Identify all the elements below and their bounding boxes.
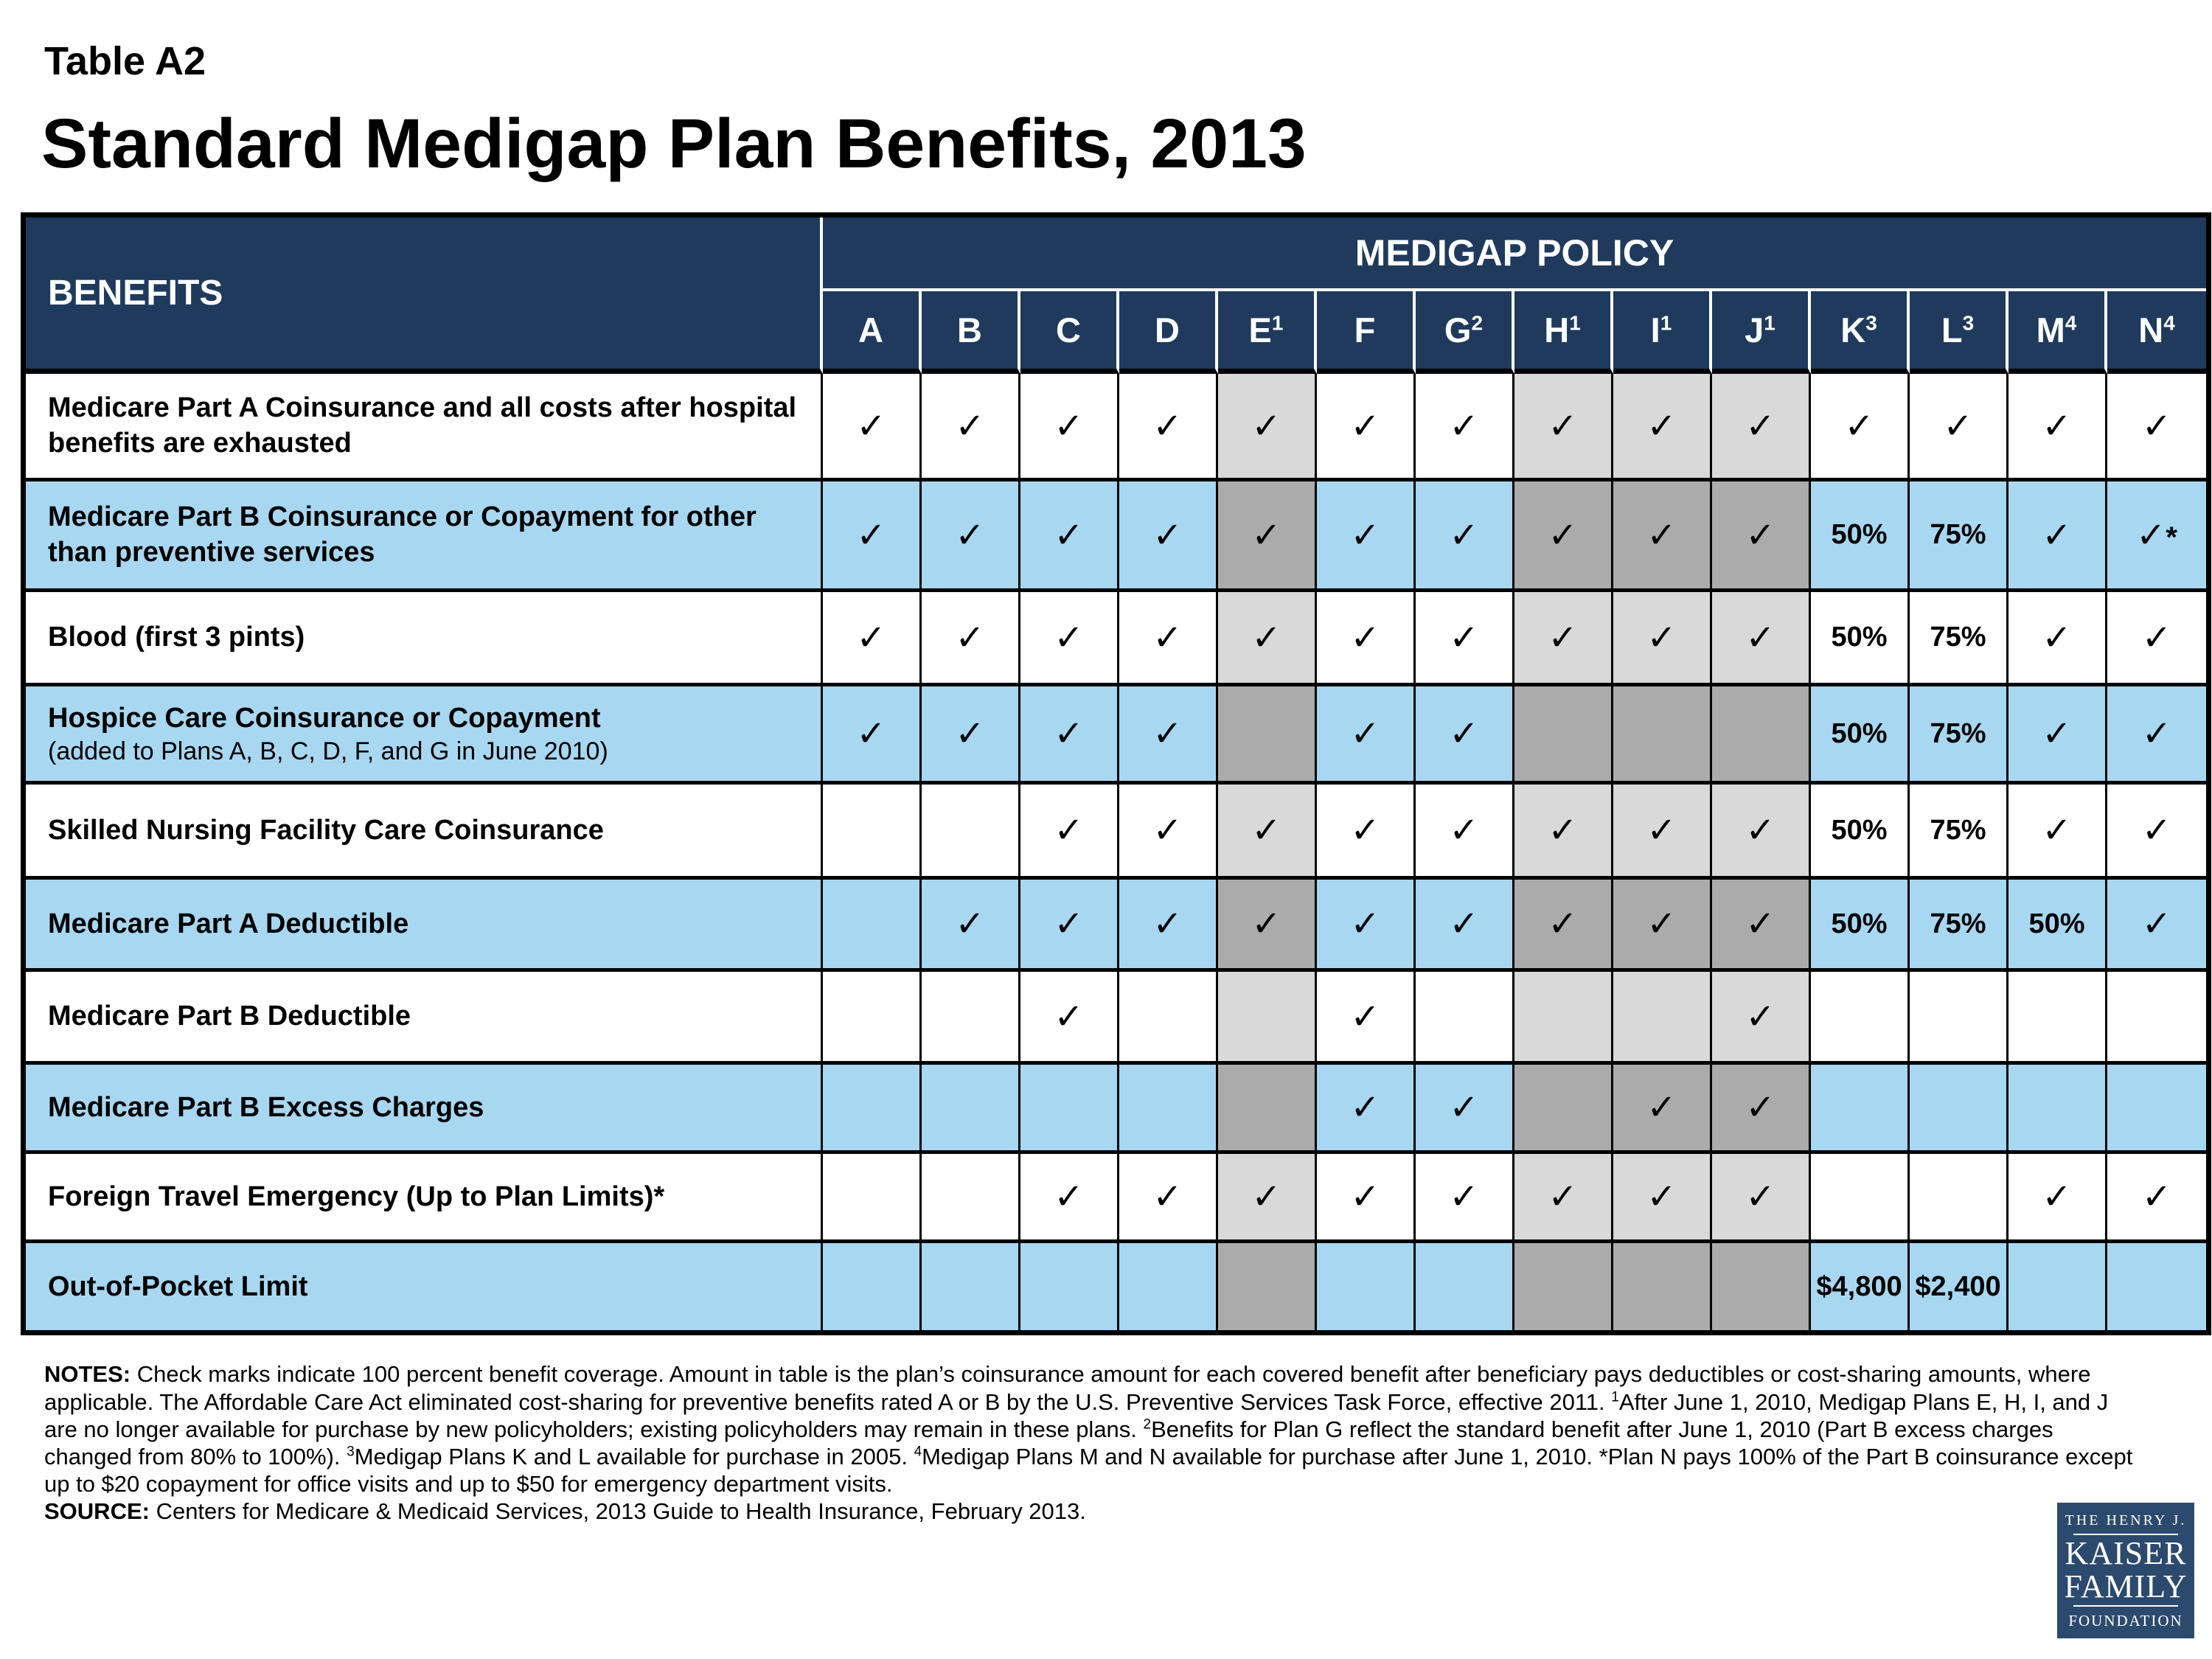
cell-C xyxy=(1020,592,1119,686)
cell-B xyxy=(922,686,1020,785)
check-icon: ✓ xyxy=(2141,405,2172,447)
benefit-label: Medicare Part B Excess Charges xyxy=(26,1065,823,1154)
cell-E xyxy=(1218,374,1317,481)
cell-K xyxy=(1811,1154,1910,1243)
check-icon: ✓ xyxy=(2141,616,2172,658)
cell-F xyxy=(1317,785,1416,880)
check-icon: ✓ xyxy=(1152,405,1183,447)
check-icon: ✓ xyxy=(2042,405,2072,447)
cell-E xyxy=(1218,592,1317,686)
check-icon: ✓ xyxy=(856,616,886,658)
benefits-table-body xyxy=(26,374,2206,1330)
cell-L: 75% xyxy=(1910,880,2008,972)
check-icon: ✓ xyxy=(1745,995,1775,1037)
cell-K xyxy=(1811,1065,1910,1154)
check-icon: ✓ xyxy=(1152,514,1183,556)
cell-M xyxy=(2008,1243,2107,1330)
cell-H xyxy=(1514,785,1613,880)
cell-B xyxy=(922,1065,1020,1154)
check-icon: ✓ xyxy=(1548,405,1578,447)
check-icon: ✓ xyxy=(1350,405,1380,447)
column-header-A: A xyxy=(823,291,922,374)
check-icon: ✓ xyxy=(1054,405,1084,447)
check-icon: ✓ xyxy=(1745,810,1775,852)
table-row xyxy=(26,374,2206,481)
notes-text: NOTES: Check marks indicate 100 percent benefit coverage. Amount in table is the plan’s coinsurance amount for each covered benefit after beneficiary pays deductibles or cost-sharing amounts, where applicable. The Affordable Care Act eliminated cost-sharing for preventive benefits rated A or B by the U.S. Preventive Services Task Force, effective 2011. $^1$After June 1, 2010, Medigap Plans E, H, I, and J are no longer available for purchase by new policyholders; existing policyholders may remain in these plans. $^2$Benefits for Plan G reflect the standard benefit after June 1, 2010 (Part B excess charges changed from 80% to 100%). $^3$Medigap Plans K and L available for purchase in 2005. $^4$Medigap Plans M and N available for purchase after June 1, 2010. *Plan N pays 100% of the Part B coinsurance except up to $20 copayment for office visits and up to $50 for emergency department visits. xyxy=(44,1361,2133,1498)
cell-A xyxy=(823,481,922,592)
cell-G xyxy=(1416,1243,1514,1330)
cell-B xyxy=(922,374,1020,481)
cell-N xyxy=(2107,1154,2206,1243)
cell-M xyxy=(2008,481,2107,592)
cell-M: 50% xyxy=(2008,880,2107,972)
check-icon: ✓ xyxy=(2042,514,2072,556)
cell-G xyxy=(1416,686,1514,785)
cell-L: 75% xyxy=(1910,686,2008,785)
cell-G xyxy=(1416,1154,1514,1243)
cell-D xyxy=(1119,481,1218,592)
check-icon: ✓ xyxy=(955,713,985,755)
cell-H xyxy=(1514,880,1613,972)
cell-J xyxy=(1712,785,1811,880)
cell-C xyxy=(1020,972,1119,1065)
benefit-label: Medicare Part A Deductible xyxy=(26,880,823,972)
kff-logo-line1: THE HENRY J. xyxy=(2065,1512,2187,1528)
kff-logo-line4: FOUNDATION xyxy=(2068,1612,2183,1630)
cell-G xyxy=(1416,481,1514,592)
check-icon: ✓ xyxy=(1251,1176,1281,1218)
cell-A xyxy=(823,592,922,686)
cell-C xyxy=(1020,880,1119,972)
check-icon: ✓ xyxy=(1646,514,1677,556)
cell-E xyxy=(1218,972,1317,1065)
cell-I xyxy=(1613,481,1712,592)
check-icon: ✓ xyxy=(1646,903,1677,945)
cell-H xyxy=(1514,374,1613,481)
check-icon: ✓ xyxy=(955,903,985,945)
check-icon: ✓ xyxy=(1844,405,1874,447)
cell-E xyxy=(1218,481,1317,592)
cell-F xyxy=(1317,972,1416,1065)
check-icon: ✓ xyxy=(1350,1087,1380,1129)
check-icon: ✓ xyxy=(1054,903,1084,945)
check-icon: ✓ xyxy=(856,713,886,755)
cell-A xyxy=(823,374,922,481)
cell-K: 50% xyxy=(1811,686,1910,785)
cell-J xyxy=(1712,374,1811,481)
check-icon: ✓ xyxy=(1251,514,1281,556)
check-icon: ✓ xyxy=(1745,903,1775,945)
cell-E xyxy=(1218,686,1317,785)
column-header-L: $L^3$ xyxy=(1910,291,2008,374)
check-icon: ✓ xyxy=(2136,514,2166,556)
cell-B xyxy=(922,592,1020,686)
check-icon: ✓ xyxy=(1646,1087,1677,1129)
check-icon: ✓ xyxy=(1152,903,1183,945)
page-title: Standard Medigap Plan Benefits, 2013 xyxy=(41,105,1307,183)
cell-D xyxy=(1119,785,1218,880)
check-icon: ✓ xyxy=(1251,810,1281,852)
cell-J xyxy=(1712,1243,1811,1330)
cell-K: 50% xyxy=(1811,785,1910,880)
table-row xyxy=(26,1243,2206,1330)
cell-H xyxy=(1514,1243,1613,1330)
kff-logo xyxy=(2057,1503,2194,1638)
cell-J xyxy=(1712,481,1811,592)
benefit-label: Medicare Part B Deductible xyxy=(26,972,823,1065)
cell-B xyxy=(922,1243,1020,1330)
check-icon: ✓ xyxy=(2141,713,2172,755)
check-icon: ✓ xyxy=(2042,810,2072,852)
column-header-C: C xyxy=(1020,291,1119,374)
check-icon: ✓ xyxy=(1449,616,1479,658)
column-header-N: $N^4$ xyxy=(2107,291,2206,374)
check-icon: ✓ xyxy=(1054,810,1084,852)
check-icon: ✓ xyxy=(1350,810,1380,852)
check-icon: ✓ xyxy=(1449,713,1479,755)
check-icon: ✓ xyxy=(1745,405,1775,447)
cell-F xyxy=(1317,1154,1416,1243)
check-icon: ✓ xyxy=(1548,616,1578,658)
cell-M xyxy=(2008,785,2107,880)
asterisk-marker: * xyxy=(2166,521,2177,554)
check-icon: ✓ xyxy=(1054,713,1084,755)
cell-L: $2,400 xyxy=(1910,1243,2008,1330)
cell-I xyxy=(1613,592,1712,686)
table-row xyxy=(26,1065,2206,1154)
check-icon: ✓ xyxy=(1152,713,1183,755)
check-icon: ✓ xyxy=(856,405,886,447)
cell-A xyxy=(823,1154,922,1243)
check-icon: ✓ xyxy=(955,616,985,658)
cell-J xyxy=(1712,972,1811,1065)
cell-J xyxy=(1712,1065,1811,1154)
cell-D xyxy=(1119,592,1218,686)
cell-D xyxy=(1119,972,1218,1065)
cell-G xyxy=(1416,1065,1514,1154)
column-header-G: $G^2$ xyxy=(1416,291,1514,374)
cell-H xyxy=(1514,592,1613,686)
check-icon: ✓ xyxy=(1646,616,1677,658)
cell-N xyxy=(2107,592,2206,686)
cell-G xyxy=(1416,592,1514,686)
kff-logo-line2: KAISER xyxy=(2065,1534,2187,1571)
check-icon: ✓ xyxy=(1054,995,1084,1037)
cell-H xyxy=(1514,481,1613,592)
cell-H xyxy=(1514,972,1613,1065)
cell-C xyxy=(1020,374,1119,481)
cell-J xyxy=(1712,880,1811,972)
check-icon: ✓ xyxy=(1646,810,1677,852)
check-icon: ✓ xyxy=(1449,514,1479,556)
table-row xyxy=(26,1154,2206,1243)
column-header-J: $J^1$ xyxy=(1712,291,1811,374)
table-row xyxy=(26,785,2206,880)
cell-I xyxy=(1613,1154,1712,1243)
cell-B xyxy=(922,481,1020,592)
kff-logo-rule-bottom xyxy=(2073,1605,2178,1607)
check-icon: ✓ xyxy=(1350,1176,1380,1218)
check-icon: ✓ xyxy=(2141,1176,2172,1218)
check-icon: ✓ xyxy=(1054,616,1084,658)
cell-M xyxy=(2008,1065,2107,1154)
cell-A xyxy=(823,785,922,880)
cell-L: 75% xyxy=(1910,592,2008,686)
check-icon: ✓ xyxy=(1350,995,1380,1037)
cell-I xyxy=(1613,972,1712,1065)
cell-N xyxy=(2107,374,2206,481)
cell-D xyxy=(1119,880,1218,972)
cell-G xyxy=(1416,785,1514,880)
table-row xyxy=(26,592,2206,686)
cell-N xyxy=(2107,1065,2206,1154)
cell-I xyxy=(1613,785,1712,880)
check-icon: ✓ xyxy=(1251,405,1281,447)
check-icon: ✓ xyxy=(1745,1087,1775,1129)
cell-J xyxy=(1712,686,1811,785)
check-icon: ✓ xyxy=(1745,616,1775,658)
check-icon: ✓ xyxy=(1152,1176,1183,1218)
column-header-F: F xyxy=(1317,291,1416,374)
check-icon: ✓ xyxy=(1350,514,1380,556)
cell-G xyxy=(1416,880,1514,972)
cell-D xyxy=(1119,686,1218,785)
cell-C xyxy=(1020,686,1119,785)
check-icon: ✓ xyxy=(1548,810,1578,852)
column-header-I: $I^1$ xyxy=(1613,291,1712,374)
cell-E xyxy=(1218,1243,1317,1330)
cell-A xyxy=(823,972,922,1065)
cell-I xyxy=(1613,1243,1712,1330)
cell-I xyxy=(1613,1065,1712,1154)
check-icon: ✓ xyxy=(1646,405,1677,447)
cell-H xyxy=(1514,1154,1613,1243)
cell-K: 50% xyxy=(1811,481,1910,592)
cell-D xyxy=(1119,1065,1218,1154)
column-header-M: $M^4$ xyxy=(2008,291,2107,374)
cell-N xyxy=(2107,481,2206,592)
check-icon: ✓ xyxy=(1449,903,1479,945)
check-icon: ✓ xyxy=(1251,616,1281,658)
check-icon: ✓ xyxy=(1152,810,1183,852)
cell-A xyxy=(823,686,922,785)
cell-K xyxy=(1811,374,1910,481)
cell-E xyxy=(1218,1154,1317,1243)
policy-header-row xyxy=(26,218,2206,291)
table-row xyxy=(26,481,2206,592)
check-icon: ✓ xyxy=(2141,903,2172,945)
cell-B xyxy=(922,972,1020,1065)
cell-B xyxy=(922,880,1020,972)
check-icon: ✓ xyxy=(856,514,886,556)
cell-M xyxy=(2008,374,2107,481)
cell-K xyxy=(1811,972,1910,1065)
cell-E xyxy=(1218,1065,1317,1154)
cell-C xyxy=(1020,1154,1119,1243)
benefits-table xyxy=(21,212,2211,1335)
cell-J xyxy=(1712,1154,1811,1243)
cell-N xyxy=(2107,972,2206,1065)
cell-B xyxy=(922,1154,1020,1243)
cell-M xyxy=(2008,592,2107,686)
cell-L xyxy=(1910,972,2008,1065)
cell-F xyxy=(1317,374,1416,481)
cell-M xyxy=(2008,686,2107,785)
benefit-label: Foreign Travel Emergency (Up to Plan Limits)* xyxy=(26,1154,823,1243)
cell-L xyxy=(1910,374,2008,481)
cell-K: $4,800 xyxy=(1811,1243,1910,1330)
cell-C xyxy=(1020,1065,1119,1154)
cell-D xyxy=(1119,1154,1218,1243)
cell-D xyxy=(1119,374,1218,481)
benefit-label: Medicare Part B Coinsurance or Copayment for other than preventive services xyxy=(26,481,823,592)
check-icon: ✓ xyxy=(1152,616,1183,658)
check-icon: ✓ xyxy=(2042,616,2072,658)
cell-N xyxy=(2107,880,2206,972)
cell-A xyxy=(823,1243,922,1330)
cell-I xyxy=(1613,686,1712,785)
cell-N xyxy=(2107,1243,2206,1330)
kff-logo-line3: FAMILY xyxy=(2064,1568,2188,1604)
cell-N xyxy=(2107,686,2206,785)
check-icon: ✓ xyxy=(1350,713,1380,755)
check-icon: ✓ xyxy=(2141,810,2172,852)
benefit-label: Out-of-Pocket Limit xyxy=(26,1243,823,1330)
check-icon: ✓ xyxy=(1548,903,1578,945)
benefit-label: Hospice Care Coinsurance or Copayment (added to Plans A, B, C, D, F, and G in June 2010) xyxy=(26,686,823,785)
check-icon: ✓ xyxy=(1350,903,1380,945)
cell-H xyxy=(1514,686,1613,785)
check-icon: ✓ xyxy=(2042,1176,2072,1218)
cell-C xyxy=(1020,785,1119,880)
cell-F xyxy=(1317,1065,1416,1154)
check-icon: ✓ xyxy=(1943,405,1973,447)
table-row xyxy=(26,880,2206,972)
check-icon: ✓ xyxy=(1054,1176,1084,1218)
column-header-K: $K^3$ xyxy=(1811,291,1910,374)
cell-F xyxy=(1317,1243,1416,1330)
cell-J xyxy=(1712,592,1811,686)
cell-I xyxy=(1613,374,1712,481)
check-icon: ✓ xyxy=(1745,1176,1775,1218)
column-header-D: D xyxy=(1119,291,1218,374)
column-header-B: B xyxy=(922,291,1020,374)
check-icon: ✓ xyxy=(1449,405,1479,447)
check-icon: ✓ xyxy=(1449,1087,1479,1129)
check-icon: ✓ xyxy=(1054,514,1084,556)
medigap-policy-header: MEDIGAP POLICY xyxy=(823,218,2206,291)
cell-C xyxy=(1020,481,1119,592)
check-icon: ✓ xyxy=(1350,616,1380,658)
cell-G xyxy=(1416,972,1514,1065)
cell-K: 50% xyxy=(1811,592,1910,686)
cell-L: 75% xyxy=(1910,481,2008,592)
benefit-label: Blood (first 3 pints) xyxy=(26,592,823,686)
source-text: SOURCE: Centers for Medicare & Medicaid Services, 2013 Guide to Health Insurance, February 2013. xyxy=(44,1498,1086,1525)
check-icon: ✓ xyxy=(1449,810,1479,852)
check-icon: ✓ xyxy=(1745,514,1775,556)
check-icon: ✓ xyxy=(1251,903,1281,945)
cell-N xyxy=(2107,785,2206,880)
check-icon: ✓ xyxy=(1646,1176,1677,1218)
check-icon: ✓ xyxy=(955,405,985,447)
column-header-E: $E^1$ xyxy=(1218,291,1317,374)
cell-I xyxy=(1613,880,1712,972)
cell-D xyxy=(1119,1243,1218,1330)
cell-M xyxy=(2008,972,2107,1065)
benefit-label: Skilled Nursing Facility Care Coinsurance xyxy=(26,785,823,880)
cell-H xyxy=(1514,1065,1613,1154)
cell-C xyxy=(1020,1243,1119,1330)
benefits-header: BENEFITS xyxy=(26,218,823,374)
cell-F xyxy=(1317,880,1416,972)
cell-G xyxy=(1416,374,1514,481)
check-icon: ✓ xyxy=(2042,713,2072,755)
table-label: Table A2 xyxy=(44,39,206,83)
column-header-H: $H^1$ xyxy=(1514,291,1613,374)
check-icon: ✓ xyxy=(1548,514,1578,556)
table-row xyxy=(26,686,2206,785)
cell-L: 75% xyxy=(1910,785,2008,880)
cell-A xyxy=(823,880,922,972)
check-icon: ✓ xyxy=(955,514,985,556)
check-icon: ✓ xyxy=(1548,1176,1578,1218)
table-row xyxy=(26,972,2206,1065)
check-icon: ✓ xyxy=(1449,1176,1479,1218)
table-header xyxy=(26,218,2206,374)
cell-K: 50% xyxy=(1811,880,1910,972)
benefit-label: Medicare Part A Coinsurance and all costs after hospital benefits are exhausted xyxy=(26,374,823,481)
cell-L xyxy=(1910,1154,2008,1243)
cell-E xyxy=(1218,785,1317,880)
cell-F xyxy=(1317,686,1416,785)
cell-M xyxy=(2008,1154,2107,1243)
cell-L xyxy=(1910,1065,2008,1154)
cell-E xyxy=(1218,880,1317,972)
cell-F xyxy=(1317,592,1416,686)
cell-B xyxy=(922,785,1020,880)
cell-A xyxy=(823,1065,922,1154)
cell-F xyxy=(1317,481,1416,592)
